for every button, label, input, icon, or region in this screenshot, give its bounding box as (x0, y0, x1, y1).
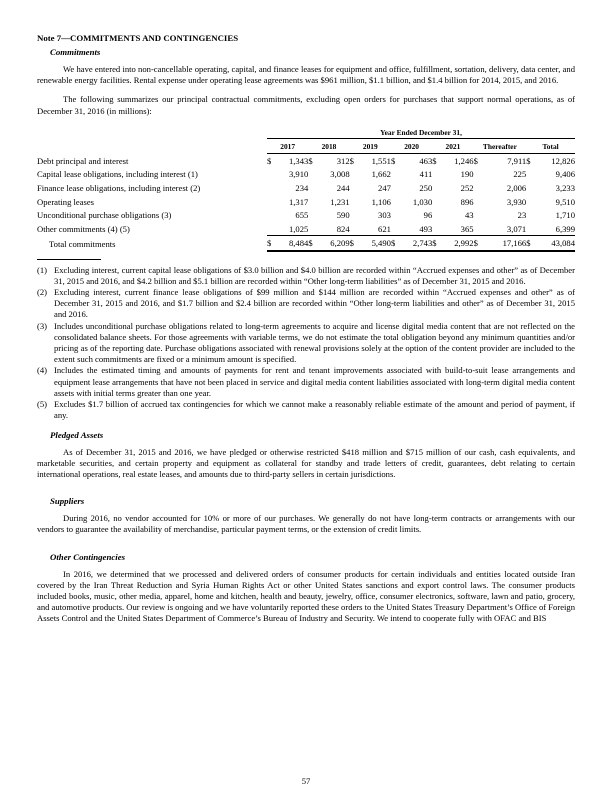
table-cell-value: 655 (295, 210, 309, 221)
table-cell-value: 3,910 (288, 169, 309, 180)
dollar-sign: $ (349, 155, 354, 166)
column-header-2019: 2019 (350, 138, 391, 153)
dollar-sign: $ (390, 155, 396, 166)
other-contingencies-heading: Other Contingencies (50, 551, 126, 562)
table-cell-value: 250 (419, 183, 433, 194)
commitments-paragraph-2: The following summarizes our principal contractual commitments, excluding open orders for purchases that support normal operations, as of December 31, 2016 (in millions): (37, 94, 575, 116)
total-cell-value: 6,209 (316, 236, 349, 251)
dollar-sign: $ (350, 236, 358, 251)
table-cell-value: 96 (423, 210, 433, 221)
total-label: Total commitments (49, 239, 116, 250)
footnotes-list (37, 265, 575, 422)
footnote-item (37, 365, 575, 399)
table-row (37, 181, 575, 195)
table-total-row (37, 236, 575, 251)
total-cell-value: 17,166 (482, 236, 527, 251)
total-cell-value: 5,490 (358, 236, 391, 251)
table-cell-value: 3,930 (506, 196, 527, 207)
pledged-assets-paragraph: As of December 31, 2015 and 2016, we have pledged or otherwise restricted $418 million and $715 million of our cash, cash equivalents, and marketable securities, and certain property and equipment as collateral for standby and trade letters of credit, guarantees, debt relating to certain international operations, real estate leases, and amounts due to third-party sellers in certain jurisdictions. (37, 446, 575, 479)
table-column-header-row (37, 138, 575, 153)
column-header-2020: 2020 (391, 138, 432, 153)
document-page (37, 33, 575, 633)
table-cell-value: 463 (419, 155, 433, 166)
table-cell-value: 493 (419, 223, 433, 234)
row-label: Debt principal and interest (37, 155, 129, 166)
table-cell-value: 1,343 (288, 155, 309, 166)
footnote-number: (1) (37, 264, 48, 275)
other-contingencies-paragraph: In 2016, we determined that we processed and delivered orders of consumer products for certain individuals and entities located outside Iran covered by the Iran Threat Reduction and Syria Human Rights Act or other United States sanctions and export control laws. The consumer products included books, music, other media, apparel, home and kitchen, health and beauty, jewelry, office, consumer electronics, software, lawn and patio, grocery, and automotive products. Our review is ongoing and we have voluntarily reported these orders to the United States Treasury Department’s Office of Foreign Assets Control and the United States Department of Commerce’s Bureau of Industry and Security. We intend to cooperate fully with OFAC and BIS (37, 568, 576, 624)
table-cell-value: 303 (378, 210, 391, 221)
table-cell-value: 1,662 (371, 169, 391, 180)
footnote-number: (2) (37, 287, 48, 298)
dollar-sign: $ (432, 155, 437, 166)
table-cell-value: 3,008 (330, 169, 350, 180)
table-cell-value: 1,710 (555, 210, 575, 221)
footnote-item (37, 321, 575, 366)
table-cell-value: 896 (460, 196, 474, 207)
row-label: Other commitments (4) (5) (37, 224, 130, 235)
commitments-table (37, 125, 575, 252)
table-cell-value: 7,911 (507, 155, 527, 166)
column-header-2021: 2021 (432, 138, 473, 153)
column-header-thereafter: Thereafter (474, 138, 527, 153)
table-cell-value: 12,826 (551, 155, 575, 166)
table-cell-value: 247 (378, 183, 391, 194)
table-cell-value: 9,406 (555, 169, 575, 180)
table-cell-value: 3,233 (555, 183, 575, 194)
dollar-sign: $ (267, 236, 275, 251)
footnote-item (37, 287, 575, 321)
column-header-2018: 2018 (308, 138, 349, 153)
table-cell-value: 2,006 (506, 183, 527, 194)
footnote-number: (4) (37, 365, 48, 376)
total-cell-value: 43,084 (534, 236, 575, 251)
footnote-text: Excluding interest, current finance lease obligations of $99 million and $144 million are recorded within “Accrued expenses and other” as of December 31, 2015 and 2016, and $1.7 billion and $2.4 billion are recorded within “Other long-term liabilities and other” as of December 31, 2015 and 2016. (54, 287, 575, 320)
table-cell-value: 225 (513, 169, 527, 180)
table-cell-value: 6,399 (555, 223, 575, 234)
footnote-text: Includes the estimated timing and amounts of payments for rent and tenant improvements associated with build-to-suit lease arrangements and equipment lease arrangements that have not been placed in service and digital media content liabilities associated with long-term digital media content assets with initial terms greater than one year. (54, 365, 575, 398)
dollar-sign: $ (391, 236, 399, 251)
table-cell-value: 244 (336, 183, 350, 194)
row-label: Finance lease obligations, including interest (2) (37, 183, 201, 194)
footnote-item (37, 265, 575, 287)
column-header-2017: 2017 (267, 138, 308, 153)
table-cell-value: 1,551 (371, 155, 391, 166)
table-cell-value: 1,106 (371, 196, 391, 207)
table-cell-value: 312 (336, 155, 350, 166)
table-cell-value: 190 (460, 169, 474, 180)
table-cell-value: 9,510 (555, 196, 575, 207)
table-row (37, 153, 575, 167)
dollar-sign: $ (432, 236, 440, 251)
table-cell-value: 234 (295, 183, 309, 194)
table-cell-value: 1,246 (454, 155, 474, 166)
dollar-sign: $ (308, 155, 313, 166)
table-cell-value: 23 (517, 210, 527, 221)
pledged-assets-heading: Pledged Assets (50, 429, 104, 440)
footnote-divider (37, 259, 101, 260)
column-header-total: Total (526, 138, 575, 153)
footnote-item (37, 399, 575, 421)
total-cell-value: 8,484 (275, 236, 308, 251)
note-title: Note 7—COMMITMENTS AND CONTINGENCIES (37, 33, 239, 43)
footnote-number: (3) (37, 320, 48, 331)
table-row (37, 208, 575, 222)
table-row (37, 221, 575, 235)
dollar-sign: $ (308, 236, 316, 251)
commitments-heading: Commitments (50, 47, 101, 57)
dollar-sign: $ (267, 155, 272, 166)
table-cell-value: 365 (460, 223, 474, 234)
table-cell-value: 3,071 (506, 223, 527, 234)
suppliers-heading: Suppliers (50, 496, 85, 507)
footnote-text: Includes unconditional purchase obligations related to long-term agreements to acquire and license digital media content that are not reflected on the consolidated balance sheets. For those agreements with variable terms, we do not estimate the total obligation beyond any minimum quantities and/or pricing as of the reporting date. Purchase obligations associated with renewal provisions solely at the option of the content provider are included to the extent such commitments are fixed or a minimum amount is specified. (54, 320, 575, 365)
table-cell-value: 590 (336, 210, 350, 221)
table-cell-value: 1,025 (288, 223, 309, 234)
total-cell-value: 2,743 (399, 236, 432, 251)
dollar-sign: $ (526, 155, 531, 166)
page-number: 57 (301, 776, 311, 786)
suppliers-paragraph: During 2016, no vendor accounted for 10% or more of our purchases. We generally do not have long-term contracts or arrangements with our vendors to guarantee the availability of merchandise, particular payment terms, or the extension of credit limits. (37, 513, 575, 535)
dollar-sign: $ (474, 236, 482, 251)
table-row (37, 167, 575, 181)
table-cell-value: 43 (464, 210, 474, 221)
table-cell-value: 1,317 (288, 196, 309, 207)
dollar-sign: $ (526, 236, 534, 251)
row-label: Unconditional purchase obligations (3) (37, 210, 172, 221)
table-span-header: Year Ended December 31, (267, 125, 575, 139)
table-cell-value: 621 (378, 223, 391, 234)
table-row (37, 194, 575, 208)
footnote-text: Excluding interest, current capital lease obligations of $3.0 billion and $4.0 billion are recorded within “Accrued expenses and other” as of December 31, 2015 and 2016, and $4.2 billion and $5.1 billion are recorded within “Other long-term liabilities” as of December 31, 2015 and 2016. (54, 264, 575, 286)
table-cell-value: 1,030 (412, 196, 433, 207)
table-cell-value: 252 (460, 183, 474, 194)
table-cell-value: 824 (336, 223, 350, 234)
row-label: Operating leases (37, 196, 95, 207)
row-label: Capital lease obligations, including interest (1) (37, 169, 198, 180)
dollar-sign: $ (473, 155, 478, 166)
table-cell-value: 411 (419, 169, 433, 180)
footnote-text: Excludes $1.7 billion of accrued tax contingencies for which we cannot make a reasonably reliable estimate of the amount and period of payment, if any. (54, 399, 575, 421)
total-cell-value: 2,992 (440, 236, 473, 251)
footnote-number: (5) (37, 399, 48, 410)
table-cell-value: 1,231 (330, 196, 350, 207)
table-span-header-row (37, 125, 575, 139)
commitments-paragraph-1: We have entered into non-cancellable operating, capital, and finance leases for equipment and office, fulfillment, sortation, delivery, data center, and renewable energy facilities. Rental expense under operating lease agreements was $961 million, $1.1 billion, and $1.4 billion for 2014, 2015, and 2016. (37, 64, 575, 86)
